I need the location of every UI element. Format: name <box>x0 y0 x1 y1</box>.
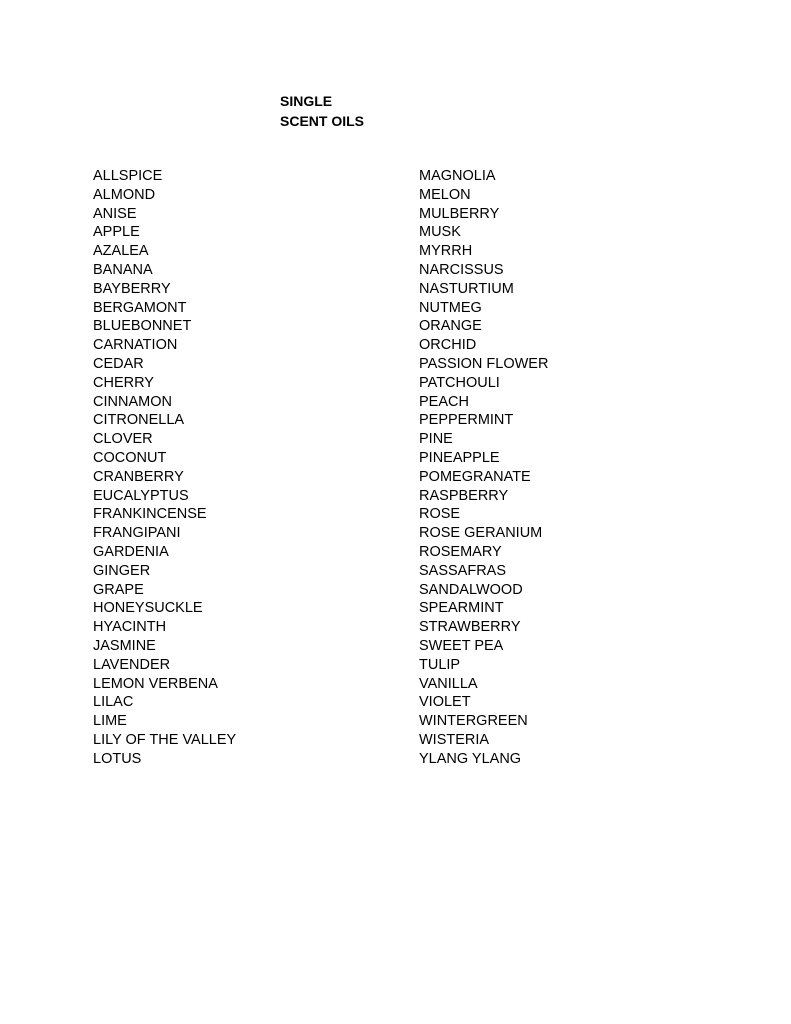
scent-list-item: GINGER <box>93 562 151 579</box>
title-line-1: SINGLE <box>280 93 333 109</box>
scent-list-item: BERGAMONT <box>93 299 187 316</box>
scent-list-item: PEPPERMINT <box>419 412 514 429</box>
scent-list-item: HONEYSUCKLE <box>93 600 203 617</box>
scent-list-item: ROSEMARY <box>419 543 502 560</box>
scent-list-item: VANILLA <box>419 675 478 692</box>
scent-list-item: PASSION FLOWER <box>419 355 549 372</box>
scent-list-item: CEDAR <box>93 355 144 372</box>
scent-list-item: ORCHID <box>419 337 477 354</box>
scent-list-item: AZALEA <box>93 243 149 260</box>
scent-list-item: APPLE <box>93 224 140 241</box>
scent-list-item: BLUEBONNET <box>93 318 192 335</box>
scent-list-item: CARNATION <box>93 337 178 354</box>
scent-list-item: NARCISSUS <box>419 261 504 278</box>
scent-list-item: FRANKINCENSE <box>93 506 207 523</box>
scent-list-item: SANDALWOOD <box>419 581 523 598</box>
scent-list-item: VIOLET <box>419 694 471 711</box>
scent-list-item: NUTMEG <box>419 299 482 316</box>
scent-list-item: PINE <box>419 431 453 448</box>
scent-list-item: MULBERRY <box>419 205 500 222</box>
scent-list-item: GRAPE <box>93 581 144 598</box>
scent-list-item: MELON <box>419 186 471 203</box>
scent-list-item: PEACH <box>419 393 469 410</box>
scent-list-item: POMEGRANATE <box>419 468 531 485</box>
scent-list-item: EUCALYPTUS <box>93 487 189 504</box>
page-title <box>280 91 364 131</box>
scent-list-item: WINTERGREEN <box>419 713 528 730</box>
scent-list-item: CHERRY <box>93 374 154 391</box>
scent-list-item: PINEAPPLE <box>419 449 500 466</box>
scent-list-item: SWEET PEA <box>419 637 504 654</box>
scent-list-item: MAGNOLIA <box>419 168 496 184</box>
scent-list-item: PATCHOULI <box>419 374 500 391</box>
title-line-2: SCENT OILS <box>280 113 365 129</box>
scent-list-item: MUSK <box>419 224 461 241</box>
scent-list-item: RASPBERRY <box>419 487 509 504</box>
scent-list-item: MYRRH <box>419 243 473 260</box>
scent-list-item: CITRONELLA <box>93 412 185 429</box>
scent-list-item: NASTURTIUM <box>419 280 514 297</box>
scent-list-item: GARDENIA <box>93 543 169 560</box>
scent-list-item: LOTUS <box>93 750 142 767</box>
scent-list-item: ORANGE <box>419 318 482 335</box>
scent-list-item: COCONUT <box>93 449 167 466</box>
scent-list-right-column <box>419 167 548 769</box>
scent-list-item: CLOVER <box>93 431 153 448</box>
scent-list-item: STRAWBERRY <box>419 619 521 636</box>
scent-list-item: LIME <box>93 713 127 730</box>
scent-list-item: ROSE <box>419 506 461 523</box>
scent-list-item: CINNAMON <box>93 393 172 410</box>
scent-list-item: SASSAFRAS <box>419 562 507 579</box>
scent-list-item: ROSE GERANIUM <box>419 525 543 542</box>
scent-list-item: LILAC <box>93 694 134 711</box>
scent-list-item: HYACINTH <box>93 619 167 636</box>
scent-list-item: ALMOND <box>93 186 156 203</box>
scent-list-item: CRANBERRY <box>93 468 184 485</box>
scent-list-item: ANISE <box>93 205 137 222</box>
scent-list-item: LILY OF THE VALLEY <box>93 731 237 748</box>
scent-list-left-column <box>93 167 236 769</box>
scent-list-item: WISTERIA <box>419 731 490 748</box>
scent-list-item: ALLSPICE <box>93 168 163 184</box>
scent-list-item: BAYBERRY <box>93 280 171 297</box>
scent-list-item: TULIP <box>419 656 461 673</box>
scent-list-item: BANANA <box>93 261 153 278</box>
scent-list-item: LEMON VERBENA <box>93 675 218 692</box>
scent-list-item: JASMINE <box>93 637 156 654</box>
scent-list-item: YLANG YLANG <box>419 750 522 767</box>
scent-list-item: LAVENDER <box>93 656 171 673</box>
scent-list-item: SPEARMINT <box>419 600 504 617</box>
scent-list-item: FRANGIPANI <box>93 525 181 542</box>
